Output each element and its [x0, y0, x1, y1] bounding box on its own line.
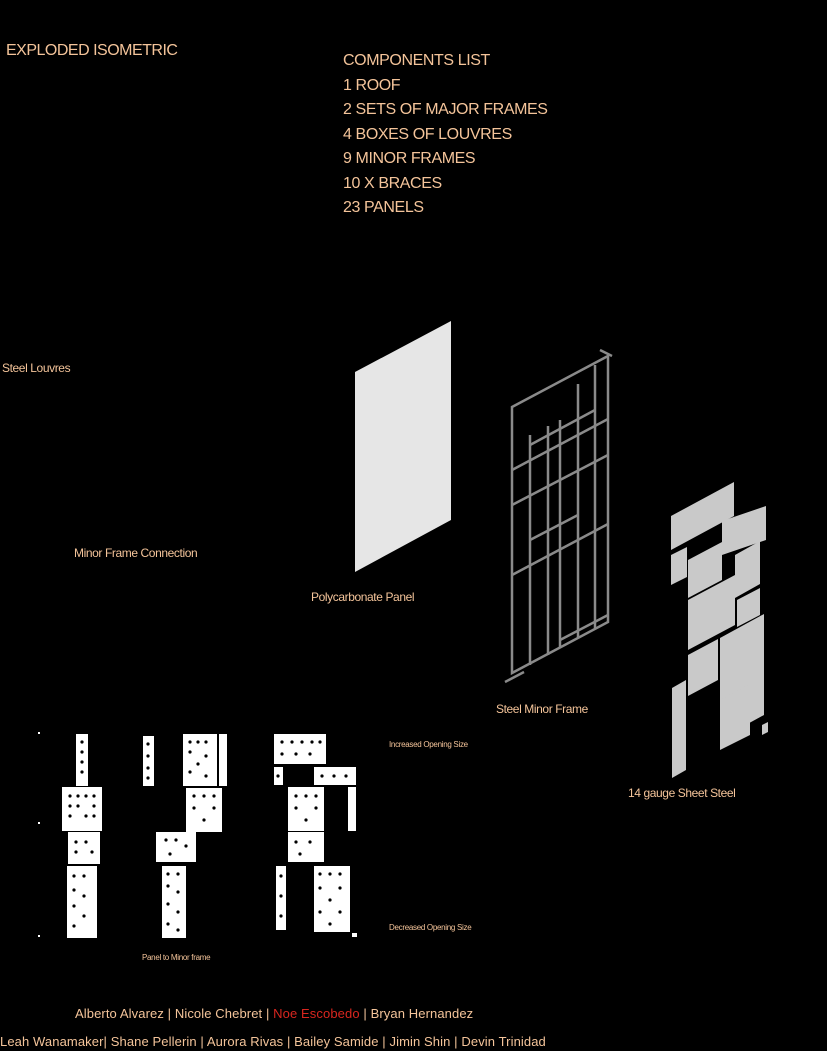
credit-name: Nicole Chebret	[174, 1006, 263, 1021]
component-item: 10 X BRACES	[343, 174, 442, 192]
credit-name: Devin Trinidad	[461, 1034, 546, 1049]
label-increased-opening: Increased Opening Size	[389, 740, 468, 749]
label-steel-minor-frame: Steel Minor Frame	[496, 702, 588, 716]
credit-name: Shane Pellerin	[110, 1034, 197, 1049]
credit-name: Leah Wanamaker	[0, 1034, 104, 1049]
credit-name-highlighted: Noe Escobedo	[273, 1006, 360, 1021]
small-markers	[38, 732, 40, 937]
label-sheet-steel: 14 gauge Sheet Steel	[628, 786, 736, 800]
credit-name: Alberto Alvarez	[75, 1006, 164, 1021]
component-item: 23 PANELS	[343, 199, 424, 216]
label-panel-to-minor-frame: Panel to Minor frame	[142, 953, 211, 962]
credits-line-1: Alberto Alvarez | Nicole Chebret | Noe Escobedo | Bryan Hernandez	[75, 1006, 474, 1021]
steel-minor-frame-shape	[505, 350, 612, 682]
component-item: 1 ROOF	[343, 76, 401, 94]
page-title: EXPLODED ISOMETRIC	[6, 42, 178, 59]
label-steel-louvres: Steel Louvres	[2, 361, 71, 375]
louvre-elevations	[62, 734, 357, 938]
label-polycarbonate-panel: Polycarbonate Panel	[311, 590, 415, 604]
credit-name: Jimin Shin	[389, 1034, 451, 1049]
credit-name: Bryan Hernandez	[370, 1006, 474, 1021]
credit-name: Aurora Rivas	[206, 1034, 284, 1049]
component-item: 4 BOXES OF LOUVRES	[343, 125, 512, 143]
polycarbonate-panel-shape	[355, 321, 451, 572]
component-item: 2 SETS OF MAJOR FRAMES	[343, 101, 548, 118]
sheet-steel-shape	[671, 482, 768, 778]
component-item: 9 MINOR FRAMES	[343, 150, 476, 167]
label-minor-frame-connection: Minor Frame Connection	[74, 546, 198, 560]
credits-line-2: Leah Wanamaker| Shane Pellerin | Aurora Rivas | Bailey Samide | Jimin Shin | Devin Trinidad	[0, 1034, 546, 1049]
components-heading: COMPONENTS LIST	[343, 52, 490, 69]
label-decreased-opening: Decreased Opening Size	[389, 923, 472, 932]
credit-name: Bailey Samide	[294, 1034, 379, 1049]
